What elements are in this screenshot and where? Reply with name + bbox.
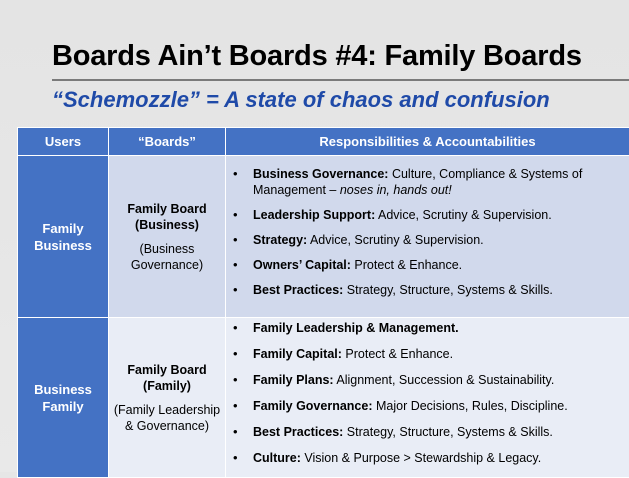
board-description: (Business Governance) bbox=[109, 241, 225, 273]
responsibilities-cell bbox=[226, 318, 629, 478]
user-cell: Family Business bbox=[18, 156, 109, 318]
board-cell bbox=[109, 156, 226, 318]
list-item: • Strategy: Advice, Scrutiny & Supervision. bbox=[226, 232, 629, 248]
list-item: • Best Practices: Strategy, Structure, Systems & Skills. bbox=[226, 282, 629, 298]
title-underline bbox=[52, 79, 629, 81]
header-boards: “Boards” bbox=[109, 128, 226, 156]
list-item: • Family Leadership & Management. bbox=[226, 320, 629, 336]
list-item: • Family Capital: Protect & Enhance. bbox=[226, 346, 629, 362]
list-item: • Leadership Support: Advice, Scrutiny & Supervision. bbox=[226, 207, 629, 223]
board-description: (Family Leadership & Governance) bbox=[109, 402, 225, 434]
board-name: Family Board (Business) bbox=[109, 201, 225, 233]
board-name: Family Board (Family) bbox=[109, 362, 225, 394]
list-item: • Culture: Vision & Purpose > Stewardship & Legacy. bbox=[226, 450, 629, 466]
header-responsibilities: Responsibilities & Accountabilities bbox=[226, 128, 629, 156]
header-users: Users bbox=[18, 128, 109, 156]
table-row-family-business bbox=[18, 156, 629, 318]
list-item: • Family Governance: Major Decisions, Rules, Discipline. bbox=[226, 398, 629, 414]
user-cell: Business Family bbox=[18, 318, 109, 478]
responsibilities-table bbox=[17, 127, 629, 478]
board-cell bbox=[109, 318, 226, 478]
slide-subtitle: “Schemozzle” = A state of chaos and confusion bbox=[52, 87, 550, 113]
responsibilities-list bbox=[226, 166, 629, 298]
responsibilities-list bbox=[226, 320, 629, 466]
list-item: • Best Practices: Strategy, Structure, Systems & Skills. bbox=[226, 424, 629, 440]
list-item: • Family Plans: Alignment, Succession & Sustainability. bbox=[226, 372, 629, 388]
slide-title: Boards Ain’t Boards #4: Family Boards bbox=[52, 40, 582, 73]
table-row-business-family bbox=[18, 318, 629, 478]
responsibilities-cell bbox=[226, 156, 629, 318]
table-header-row bbox=[18, 128, 629, 156]
list-item: • Owners’ Capital: Protect & Enhance. bbox=[226, 257, 629, 273]
list-item: • Business Governance: Culture, Compliance & Systems of Management – noses in, hands out! bbox=[226, 166, 629, 198]
